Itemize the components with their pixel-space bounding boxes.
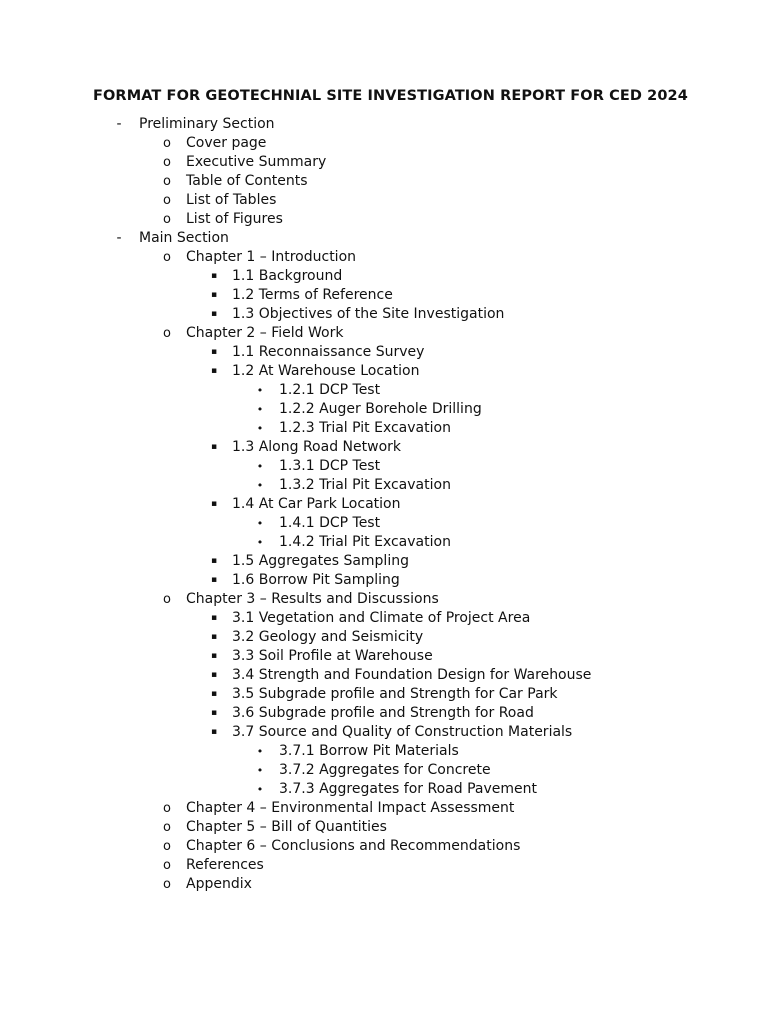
- list-marker-level-3: ▪: [210, 689, 218, 699]
- list-marker-level-1: -: [116, 116, 122, 132]
- outline-item-level-4: [0, 761, 768, 780]
- outline-item-text: 1.3 Along Road Network: [232, 439, 401, 455]
- outline-item-level-3: [0, 685, 768, 704]
- outline-item-text: 3.1 Vegetation and Climate of Project Area: [232, 610, 531, 626]
- list-marker-level-2: o: [163, 592, 171, 607]
- list-marker-level-4: •: [256, 479, 264, 492]
- outline-item-text: Chapter 2 – Field Work: [186, 325, 344, 341]
- list-marker-level-4: •: [256, 745, 264, 758]
- outline-item-text: Chapter 4 – Environmental Impact Assessment: [186, 800, 515, 816]
- list-marker-level-4: •: [256, 783, 264, 796]
- outline-item-level-3: [0, 628, 768, 647]
- outline-item-level-3: [0, 438, 768, 457]
- list-marker-level-2: o: [163, 136, 171, 151]
- outline-item-level-4: [0, 400, 768, 419]
- list-marker-level-2: o: [163, 193, 171, 208]
- list-marker-level-3: ▪: [210, 708, 218, 718]
- list-marker-level-3: ▪: [210, 632, 218, 642]
- outline-list: [0, 115, 768, 894]
- outline-item-text: 1.1 Reconnaissance Survey: [232, 344, 425, 360]
- outline-item-level-2: [0, 172, 768, 191]
- outline-item-text: References: [186, 857, 264, 873]
- outline-item-level-2: [0, 856, 768, 875]
- outline-item-text: 1.3 Objectives of the Site Investigation: [232, 306, 505, 322]
- list-marker-level-3: ▪: [210, 366, 218, 376]
- list-marker-level-2: o: [163, 877, 171, 892]
- outline-item-text: 1.2.1 DCP Test: [279, 382, 381, 398]
- outline-item-text: 3.7.1 Borrow Pit Materials: [279, 743, 459, 759]
- list-marker-level-3: ▪: [210, 613, 218, 623]
- list-marker-level-2: o: [163, 212, 171, 227]
- outline-item-level-1: [0, 115, 768, 134]
- outline-item-text: 3.3 Soil Profile at Warehouse: [232, 648, 433, 664]
- outline-item-text: Chapter 1 – Introduction: [186, 249, 357, 265]
- outline-item-text: 3.6 Subgrade profile and Strength for Road: [232, 705, 534, 721]
- outline-item-text: List of Tables: [186, 192, 277, 208]
- list-marker-level-4: •: [256, 517, 264, 530]
- outline-item-text: 1.2 At Warehouse Location: [232, 363, 420, 379]
- outline-item-text: Chapter 6 – Conclusions and Recommendations: [186, 838, 521, 854]
- outline-item-level-3: [0, 305, 768, 324]
- outline-item-text: 3.7 Source and Quality of Construction Materials: [232, 724, 573, 740]
- list-marker-level-2: o: [163, 326, 171, 341]
- outline-item-level-3: [0, 647, 768, 666]
- outline-item-text: 3.2 Geology and Seismicity: [232, 629, 424, 645]
- list-marker-level-3: ▪: [210, 575, 218, 585]
- outline-item-level-4: [0, 457, 768, 476]
- outline-item-text: 1.1 Background: [232, 268, 343, 284]
- list-marker-level-2: o: [163, 839, 171, 854]
- outline-item-text: Executive Summary: [186, 154, 327, 170]
- list-marker-level-3: ▪: [210, 651, 218, 661]
- list-marker-level-3: ▪: [210, 271, 218, 281]
- outline-item-text: 3.7.3 Aggregates for Road Pavement: [279, 781, 537, 797]
- list-marker-level-3: ▪: [210, 499, 218, 509]
- outline-item-text: Table of Contents: [186, 173, 308, 189]
- list-marker-level-3: ▪: [210, 309, 218, 319]
- outline-item-text: 1.4.1 DCP Test: [279, 515, 381, 531]
- outline-item-level-3: [0, 267, 768, 286]
- list-marker-level-4: •: [256, 460, 264, 473]
- list-marker-level-4: •: [256, 536, 264, 549]
- list-marker-level-4: •: [256, 764, 264, 777]
- outline-item-level-2: [0, 324, 768, 343]
- outline-item-text: Chapter 5 – Bill of Quantities: [186, 819, 387, 835]
- outline-item-level-1: [0, 229, 768, 248]
- outline-item-level-2: [0, 590, 768, 609]
- outline-item-text: 1.4.2 Trial Pit Excavation: [279, 534, 451, 550]
- outline-item-level-2: [0, 191, 768, 210]
- outline-item-text: 3.7.2 Aggregates for Concrete: [279, 762, 491, 778]
- list-marker-level-2: o: [163, 174, 171, 189]
- outline-item-text: 3.4 Strength and Foundation Design for Warehouse: [232, 667, 592, 683]
- outline-item-level-3: [0, 609, 768, 628]
- outline-item-level-4: [0, 533, 768, 552]
- outline-item-text: 1.3.1 DCP Test: [279, 458, 381, 474]
- list-marker-level-4: •: [256, 403, 264, 416]
- outline-item-level-2: [0, 818, 768, 837]
- list-marker-level-2: o: [163, 801, 171, 816]
- list-marker-level-1: -: [116, 230, 122, 246]
- outline-item-text: Main Section: [139, 230, 229, 246]
- outline-item-level-3: [0, 495, 768, 514]
- outline-item-text: Preliminary Section: [139, 116, 275, 132]
- outline-item-level-3: [0, 666, 768, 685]
- list-marker-level-3: ▪: [210, 290, 218, 300]
- outline-item-level-2: [0, 875, 768, 894]
- outline-item-level-3: [0, 704, 768, 723]
- outline-item-level-3: [0, 343, 768, 362]
- outline-item-text: 1.2.2 Auger Borehole Drilling: [279, 401, 482, 417]
- outline-item-level-3: [0, 571, 768, 590]
- list-marker-level-2: o: [163, 858, 171, 873]
- outline-item-text: List of Figures: [186, 211, 283, 227]
- outline-item-level-4: [0, 742, 768, 761]
- list-marker-level-3: ▪: [210, 727, 218, 737]
- outline-item-text: Appendix: [186, 876, 252, 892]
- list-marker-level-2: o: [163, 155, 171, 170]
- outline-item-level-4: [0, 381, 768, 400]
- outline-item-level-4: [0, 514, 768, 533]
- list-marker-level-3: ▪: [210, 670, 218, 680]
- outline-item-text: 1.6 Borrow Pit Sampling: [232, 572, 400, 588]
- list-marker-level-2: o: [163, 250, 171, 265]
- outline-item-text: 1.3.2 Trial Pit Excavation: [279, 477, 451, 493]
- outline-item-text: Chapter 3 – Results and Discussions: [186, 591, 439, 607]
- list-marker-level-4: •: [256, 422, 264, 435]
- outline-item-level-3: [0, 362, 768, 381]
- outline-item-level-2: [0, 799, 768, 818]
- list-marker-level-2: o: [163, 820, 171, 835]
- outline-item-level-2: [0, 210, 768, 229]
- list-marker-level-3: ▪: [210, 347, 218, 357]
- outline-item-text: 1.2 Terms of Reference: [232, 287, 393, 303]
- outline-item-level-2: [0, 837, 768, 856]
- outline-item-level-4: [0, 476, 768, 495]
- outline-item-text: 3.5 Subgrade profile and Strength for Car Park: [232, 686, 558, 702]
- outline-item-level-3: [0, 286, 768, 305]
- outline-item-level-2: [0, 134, 768, 153]
- outline-item-text: 1.2.3 Trial Pit Excavation: [279, 420, 451, 436]
- outline-item-text: Cover page: [186, 135, 267, 151]
- list-marker-level-4: •: [256, 384, 264, 397]
- outline-item-text: 1.5 Aggregates Sampling: [232, 553, 409, 569]
- outline-item-level-2: [0, 153, 768, 172]
- outline-item-level-4: [0, 419, 768, 438]
- outline-item-level-3: [0, 552, 768, 571]
- outline-item-level-4: [0, 780, 768, 799]
- list-marker-level-3: ▪: [210, 556, 218, 566]
- outline-item-text: 1.4 At Car Park Location: [232, 496, 401, 512]
- list-marker-level-3: ▪: [210, 442, 218, 452]
- document-title: FORMAT FOR GEOTECHNIAL SITE INVESTIGATION REPORT FOR CED 2024: [93, 88, 688, 104]
- outline-item-level-3: [0, 723, 768, 742]
- outline-item-level-2: [0, 248, 768, 267]
